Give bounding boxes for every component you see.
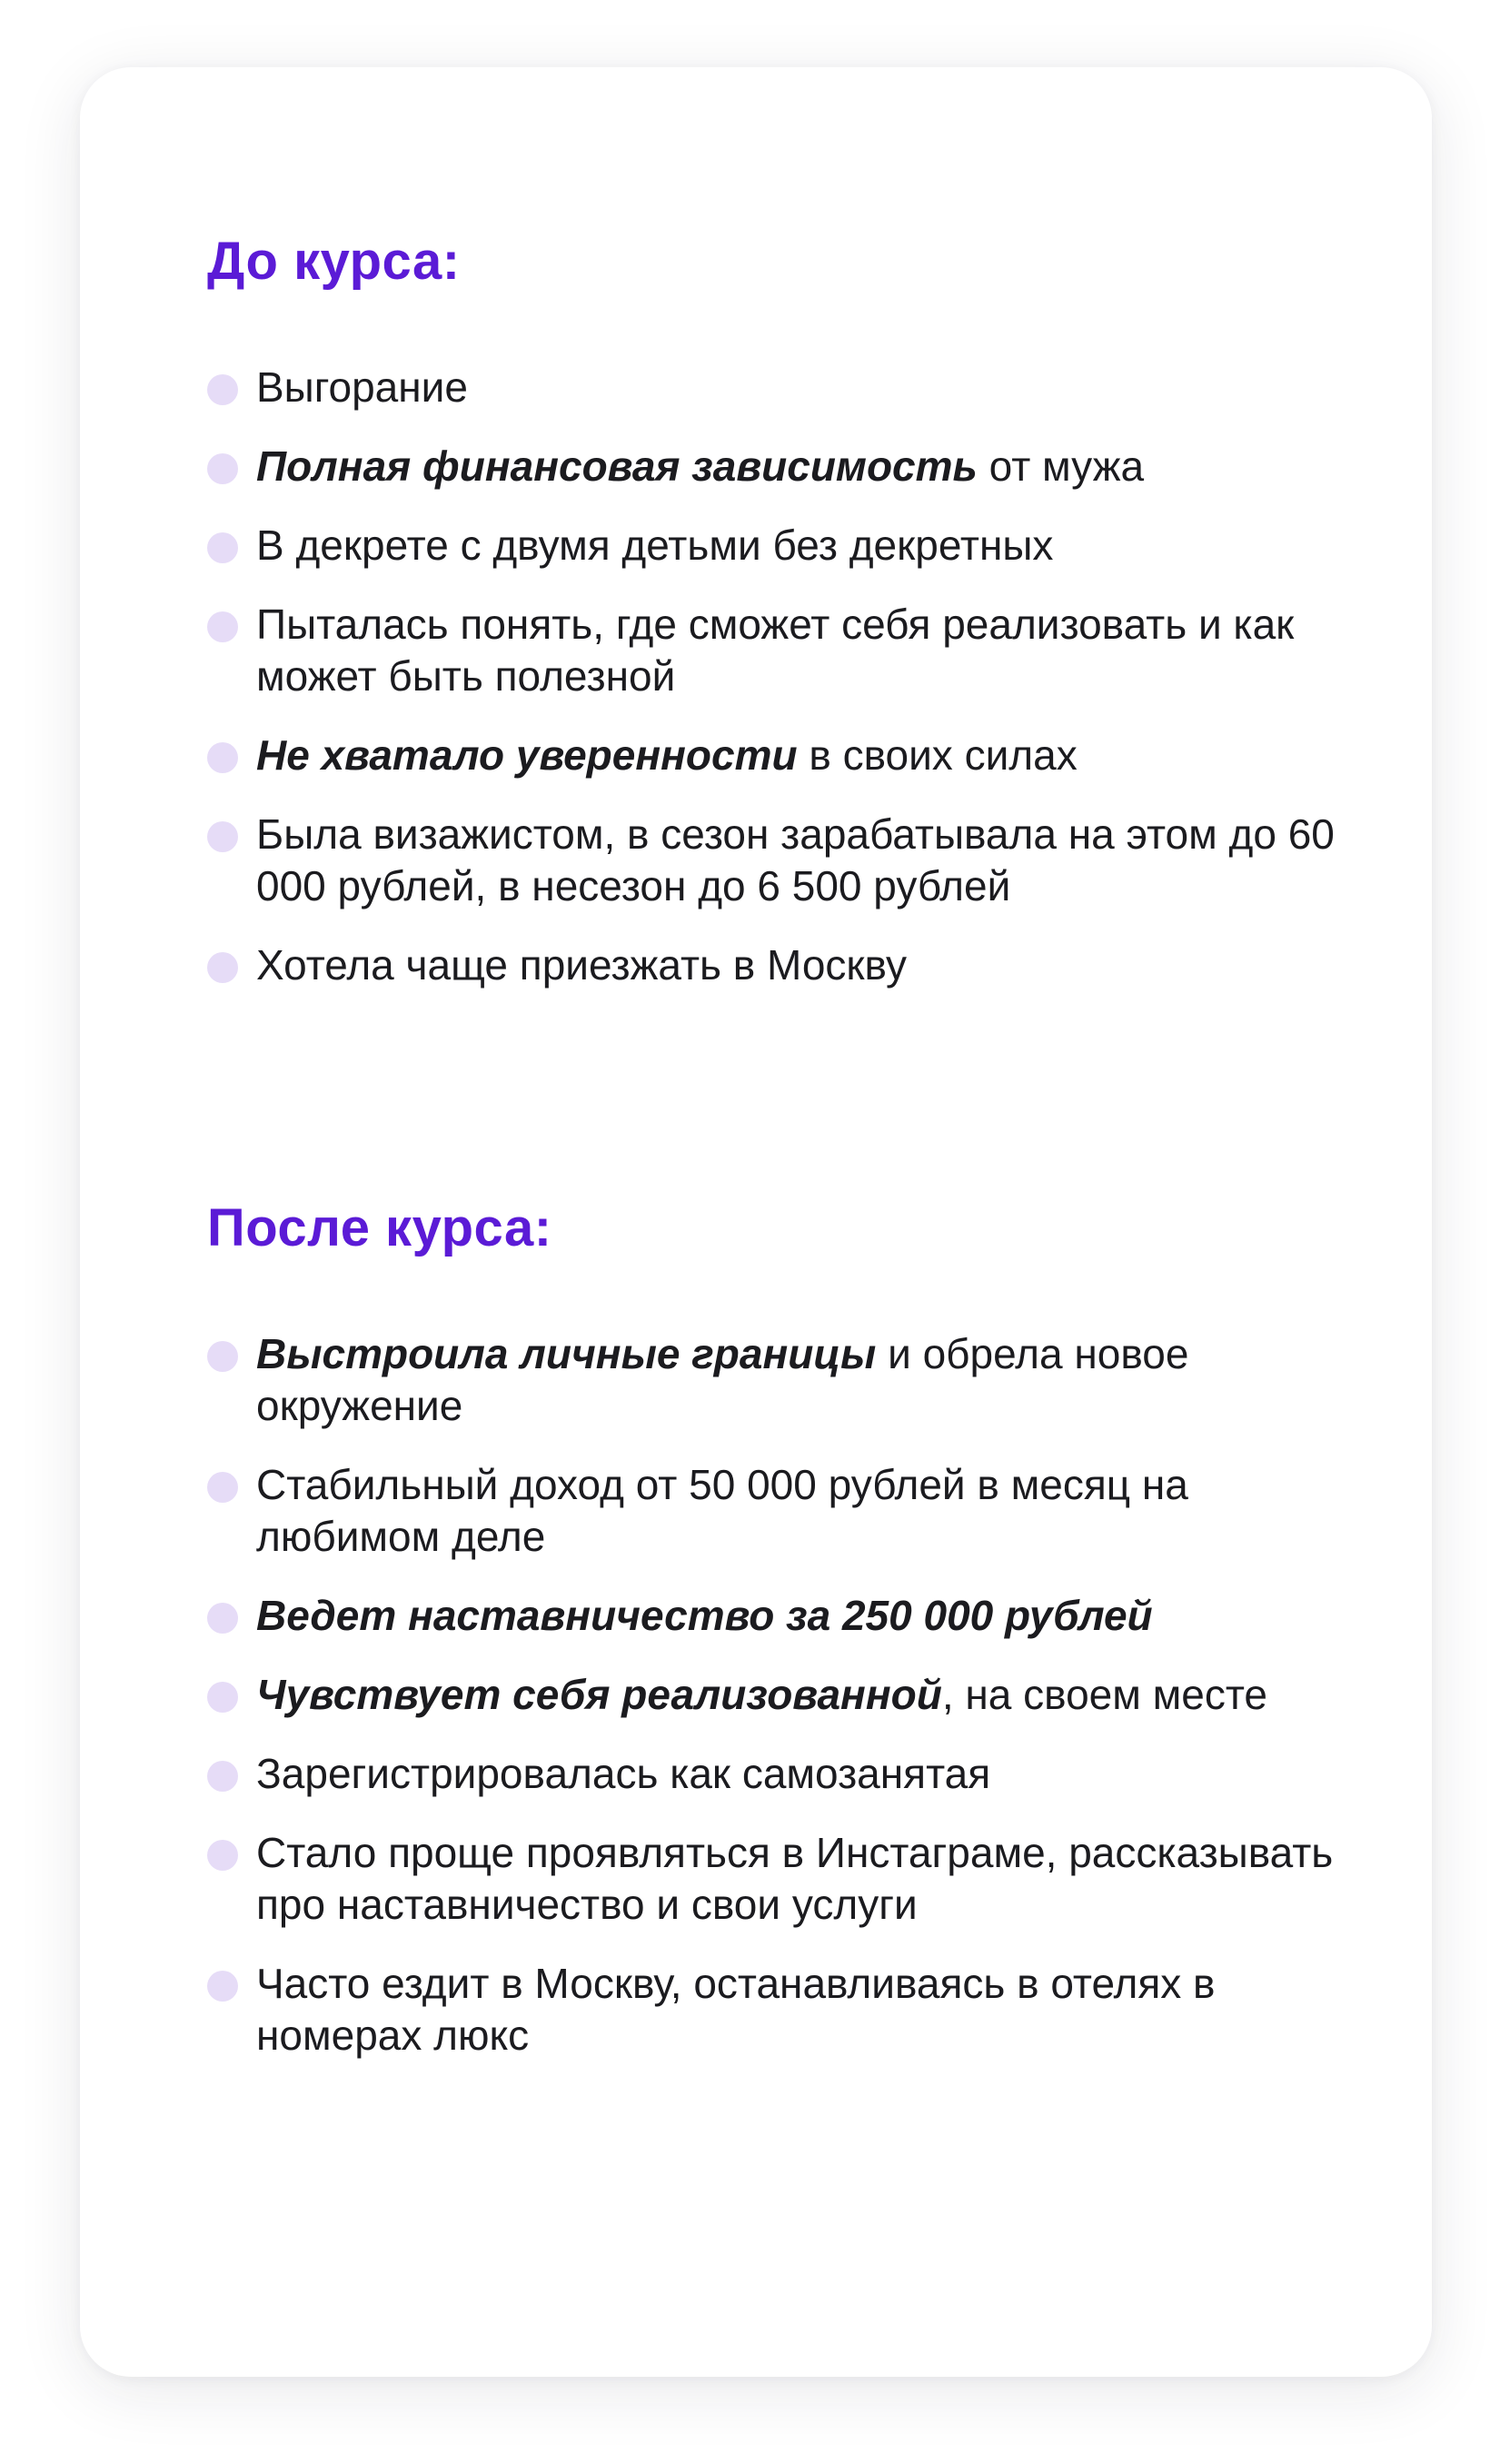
item-text: и обрела новое окружение: [256, 1330, 1189, 1429]
bullet-dot-icon: [207, 1971, 238, 2002]
item-emphasis: Полная финансовая зависимость: [256, 442, 978, 490]
bullet-dot-icon: [207, 1603, 238, 1634]
item-emphasis: Чувствует себя реализованной: [256, 1671, 942, 1718]
bullet-dot-icon: [207, 1341, 238, 1372]
bullet-dot-icon: [207, 742, 238, 773]
item-text: Хотела чаще приезжать в Москву: [256, 941, 907, 989]
bullet-dot-icon: [207, 374, 238, 405]
item-text: Стало проще проявляться в Инстаграме, рассказывать про наставничество и свои услуги: [256, 1829, 1334, 1928]
item-text: В декрете с двумя детьми без декретных: [256, 522, 1054, 569]
item-text: от мужа: [977, 442, 1145, 490]
after-course-list: [207, 1328, 1388, 2062]
list-item: [207, 520, 1374, 571]
list-item: [207, 1669, 1374, 1721]
bullet-dot-icon: [207, 821, 238, 852]
before-course-list: [207, 362, 1388, 991]
item-emphasis: Выстроила личные границы: [256, 1330, 877, 1377]
bullet-dot-icon: [207, 611, 238, 642]
item-text: Часто ездит в Москву, останавливаясь в отелях в номерах люкс: [256, 1960, 1216, 2059]
item-text: , на своем месте: [941, 1671, 1267, 1718]
list-item: [207, 939, 1374, 991]
content-card: [80, 67, 1432, 2377]
item-text: Выгорание: [256, 363, 468, 411]
item-text: Была визажистом, в сезон зарабатывала на этом до 60 000 рублей, в несезон до 6 500 рублей: [256, 810, 1335, 909]
list-item: [207, 1328, 1374, 1432]
list-item: [207, 1827, 1374, 1931]
after-course-section: [207, 1196, 1388, 2089]
item-text: Стабильный доход от 50 000 рублей в месяц на любимом деле: [256, 1461, 1188, 1560]
list-item: [207, 599, 1374, 702]
bullet-dot-icon: [207, 952, 238, 983]
list-item: [207, 730, 1374, 781]
list-item: [207, 1459, 1374, 1563]
bullet-dot-icon: [207, 1761, 238, 1792]
list-item: [207, 441, 1374, 492]
after-course-heading: После курса:: [207, 1198, 552, 1257]
before-course-section: [207, 229, 1388, 1018]
list-item: [207, 1958, 1374, 2062]
item-text: Пыталась понять, где сможет себя реализовать и как может быть полезной: [256, 601, 1295, 700]
item-emphasis: Не хватало уверенности: [256, 731, 798, 779]
item-text: Зарегистрировалась как самозанятая: [256, 1750, 991, 1797]
list-item: [207, 1748, 1374, 1800]
list-item: [207, 1590, 1374, 1642]
item-emphasis: Ведет наставничество за 250 000 рублей: [256, 1592, 1153, 1639]
bullet-dot-icon: [207, 453, 238, 484]
item-text: в своих силах: [797, 731, 1078, 779]
bullet-dot-icon: [207, 1840, 238, 1871]
list-item: [207, 362, 1374, 413]
bullet-dot-icon: [207, 532, 238, 563]
bullet-dot-icon: [207, 1472, 238, 1503]
list-item: [207, 809, 1374, 912]
bullet-dot-icon: [207, 1682, 238, 1713]
before-course-heading: До курса:: [207, 232, 461, 291]
